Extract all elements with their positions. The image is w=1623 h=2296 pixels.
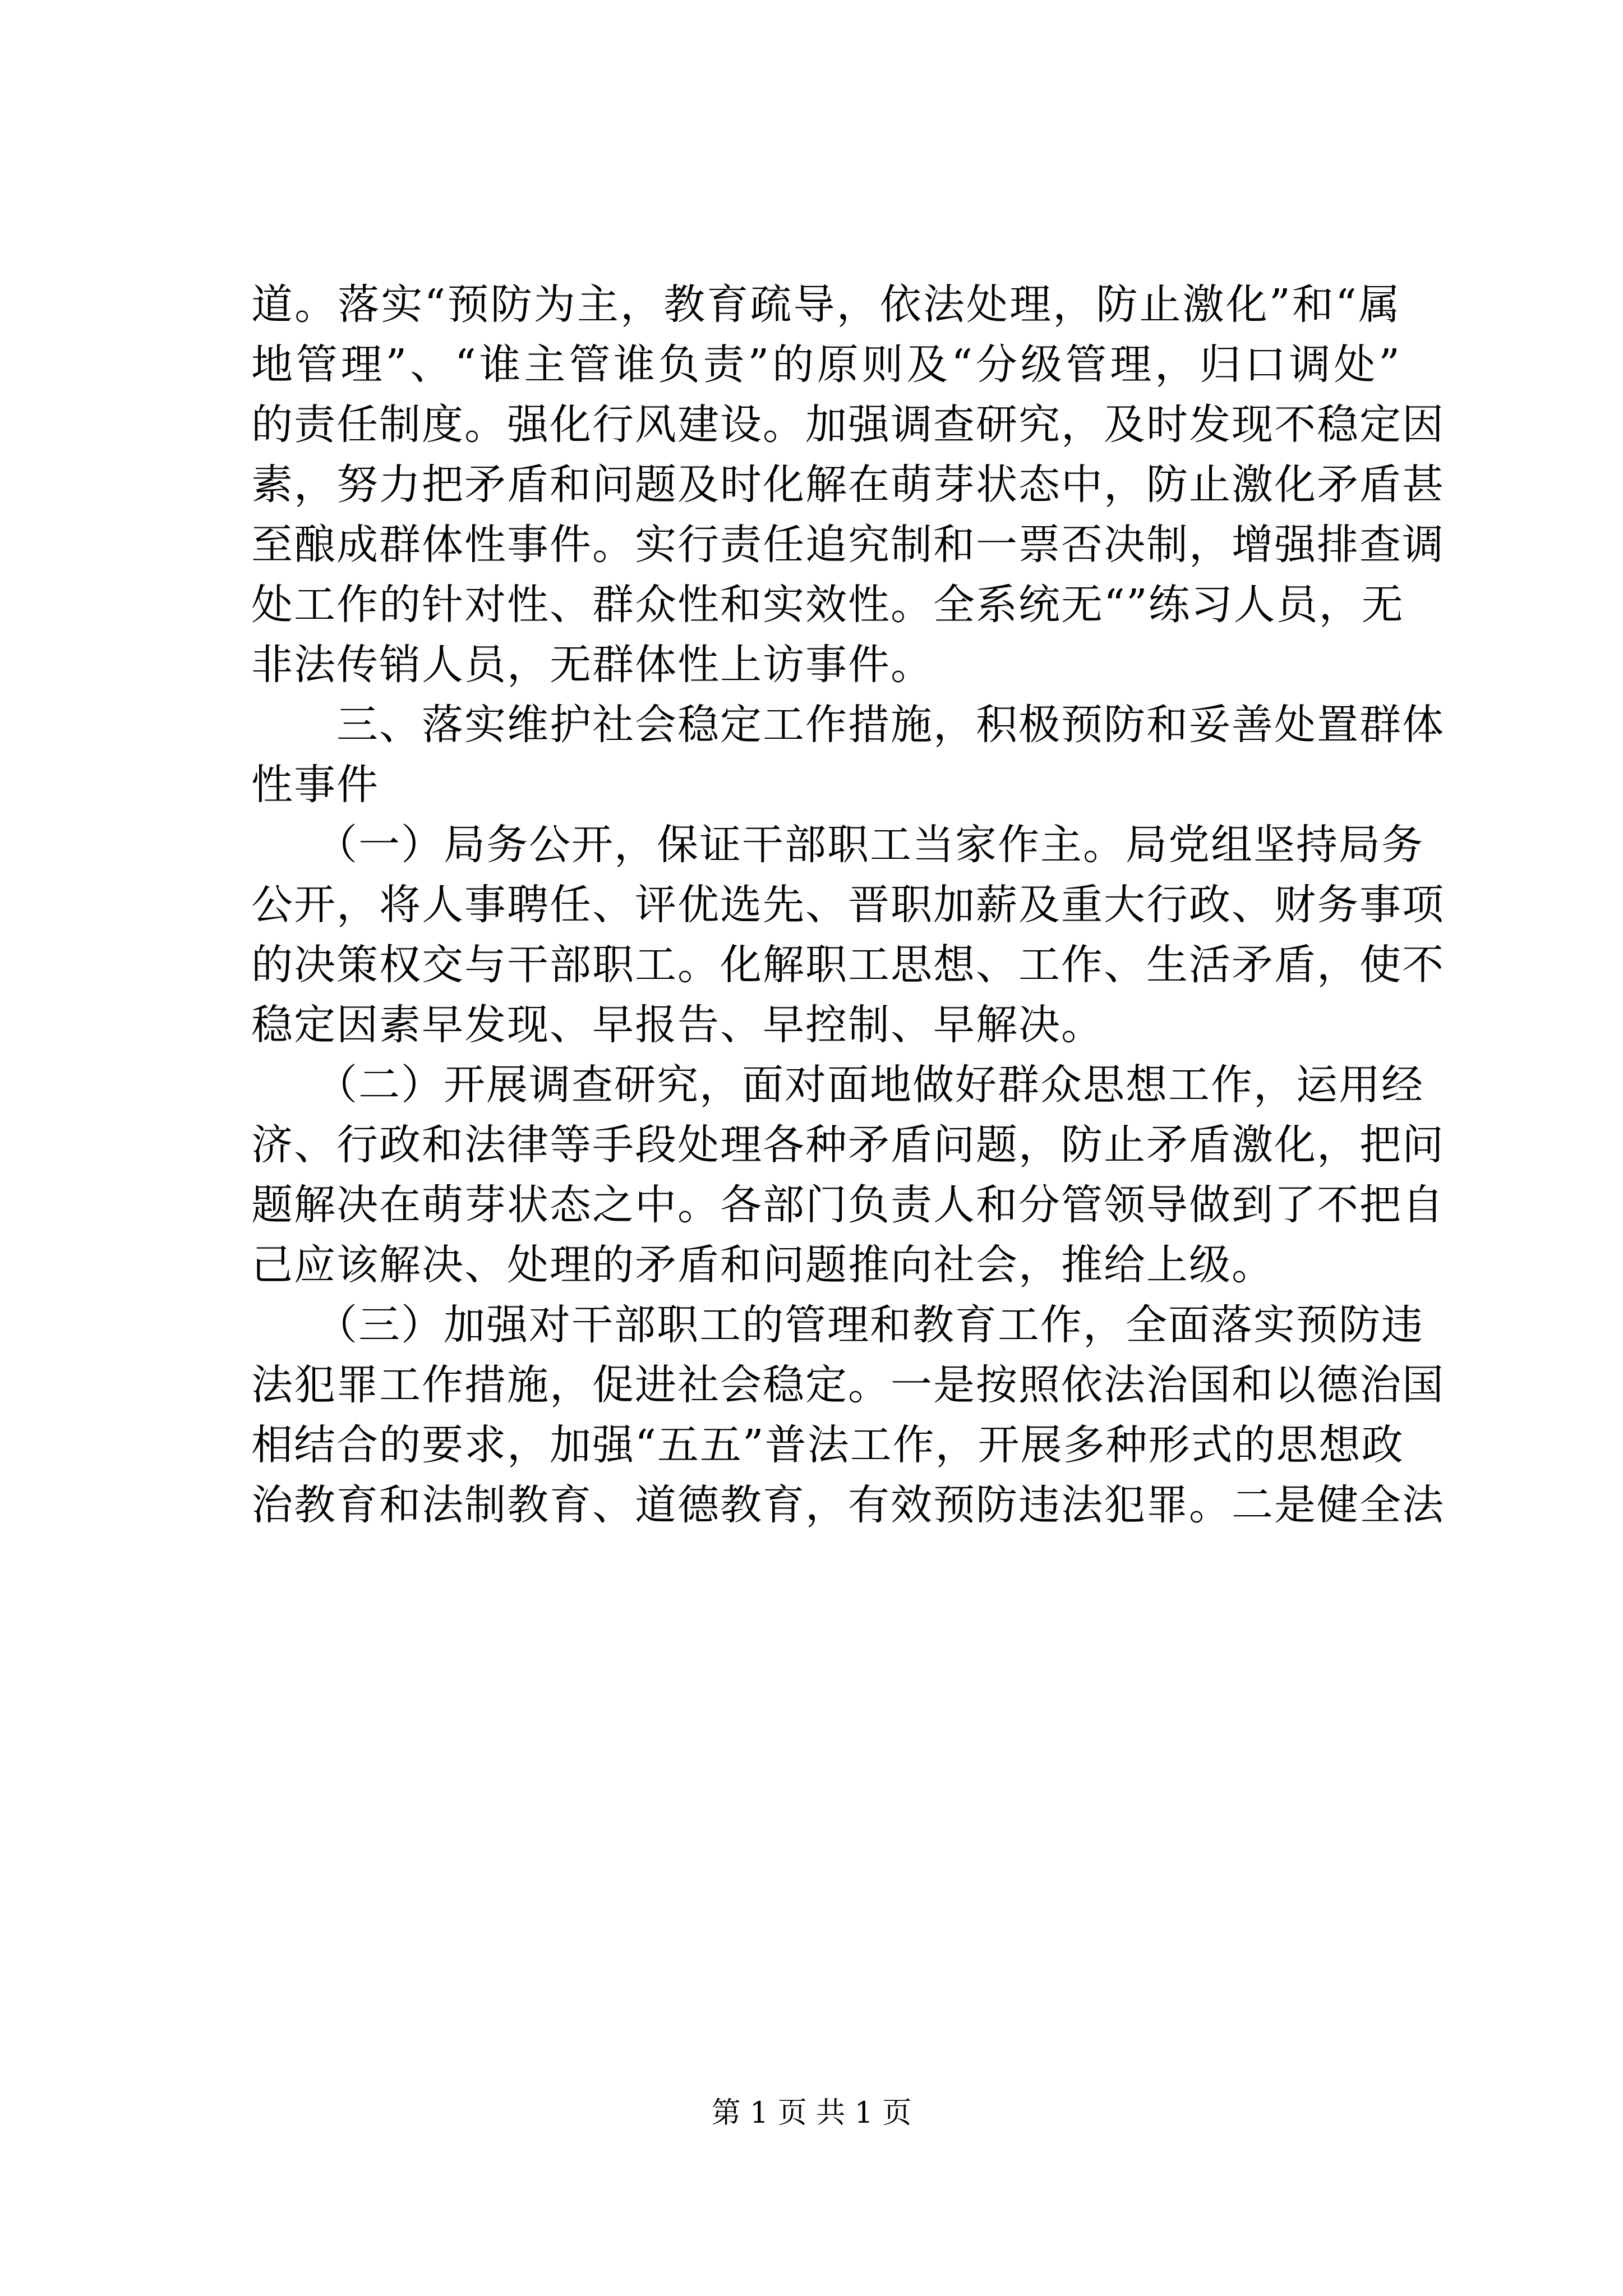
text-line: 题解决在萌芽状态之中。各部门负责人和分管领导做到了不把自 xyxy=(251,1181,1445,1229)
text-line: 济、行政和法律等手段处理各种矛盾问题，防止矛盾激化，把问 xyxy=(251,1121,1445,1169)
text-line: 的责任制度。强化行风建设。加强调查研究，及时发现不稳定因 xyxy=(251,401,1445,449)
text-line: 处工作的针对性、群众性和实效性。全系统无“”练习人员，无 xyxy=(251,581,1404,629)
text-line: 地管理”、“谁主管谁负责”的原则及“分级管理，归口调处” xyxy=(251,341,1401,389)
text-line: 相结合的要求，加强“五五”普法工作，开展多种形式的思想政 xyxy=(251,1421,1404,1469)
text-line: 道。落实“预防为主，教育疏导，依法处理，防止激化”和“属 xyxy=(251,280,1401,329)
text-line: 稳定因素早发现、早报告、早控制、早解决。 xyxy=(251,1001,1104,1049)
text-line: 治教育和法制教育、道德教育，有效预防违法犯罪。二是健全法 xyxy=(251,1481,1445,1529)
text-line: 素，努力把矛盾和问题及时化解在萌芽状态中，防止激化矛盾甚 xyxy=(251,461,1445,509)
text-line: 非法传销人员，无群体性上访事件。 xyxy=(251,641,933,689)
text-line: 公开，将人事聘任、评优选先、晋职加薪及重大行政、财务事项 xyxy=(251,881,1445,929)
text-line: 的决策权交与干部职工。化解职工思想、工作、生活矛盾，使不 xyxy=(251,941,1445,989)
text-line: （三）加强对干部职工的管理和教育工作，全面落实预防违 xyxy=(251,1301,1424,1349)
text-line: 己应该解决、处理的矛盾和问题推向社会，推给上级。 xyxy=(251,1241,1274,1289)
text-line: （二）开展调查研究，面对面地做好群众思想工作，运用经 xyxy=(251,1061,1424,1109)
section-heading-line: 性事件 xyxy=(251,761,379,809)
text-line: 至酿成群体性事件。实行责任追究制和一票否决制，增强排查调 xyxy=(251,521,1445,569)
text-line: 法犯罪工作措施，促进社会稳定。一是按照依法治国和以德治国 xyxy=(251,1361,1445,1409)
document-body xyxy=(251,275,1445,1535)
section-heading-line: 三、落实维护社会稳定工作措施，积极预防和妥善处置群体 xyxy=(251,701,1445,749)
page-number-footer: 第 1 页 共 1 页 xyxy=(711,2096,912,2130)
text-line: （一）局务公开，保证干部职工当家作主。局党组坚持局务 xyxy=(251,821,1424,869)
